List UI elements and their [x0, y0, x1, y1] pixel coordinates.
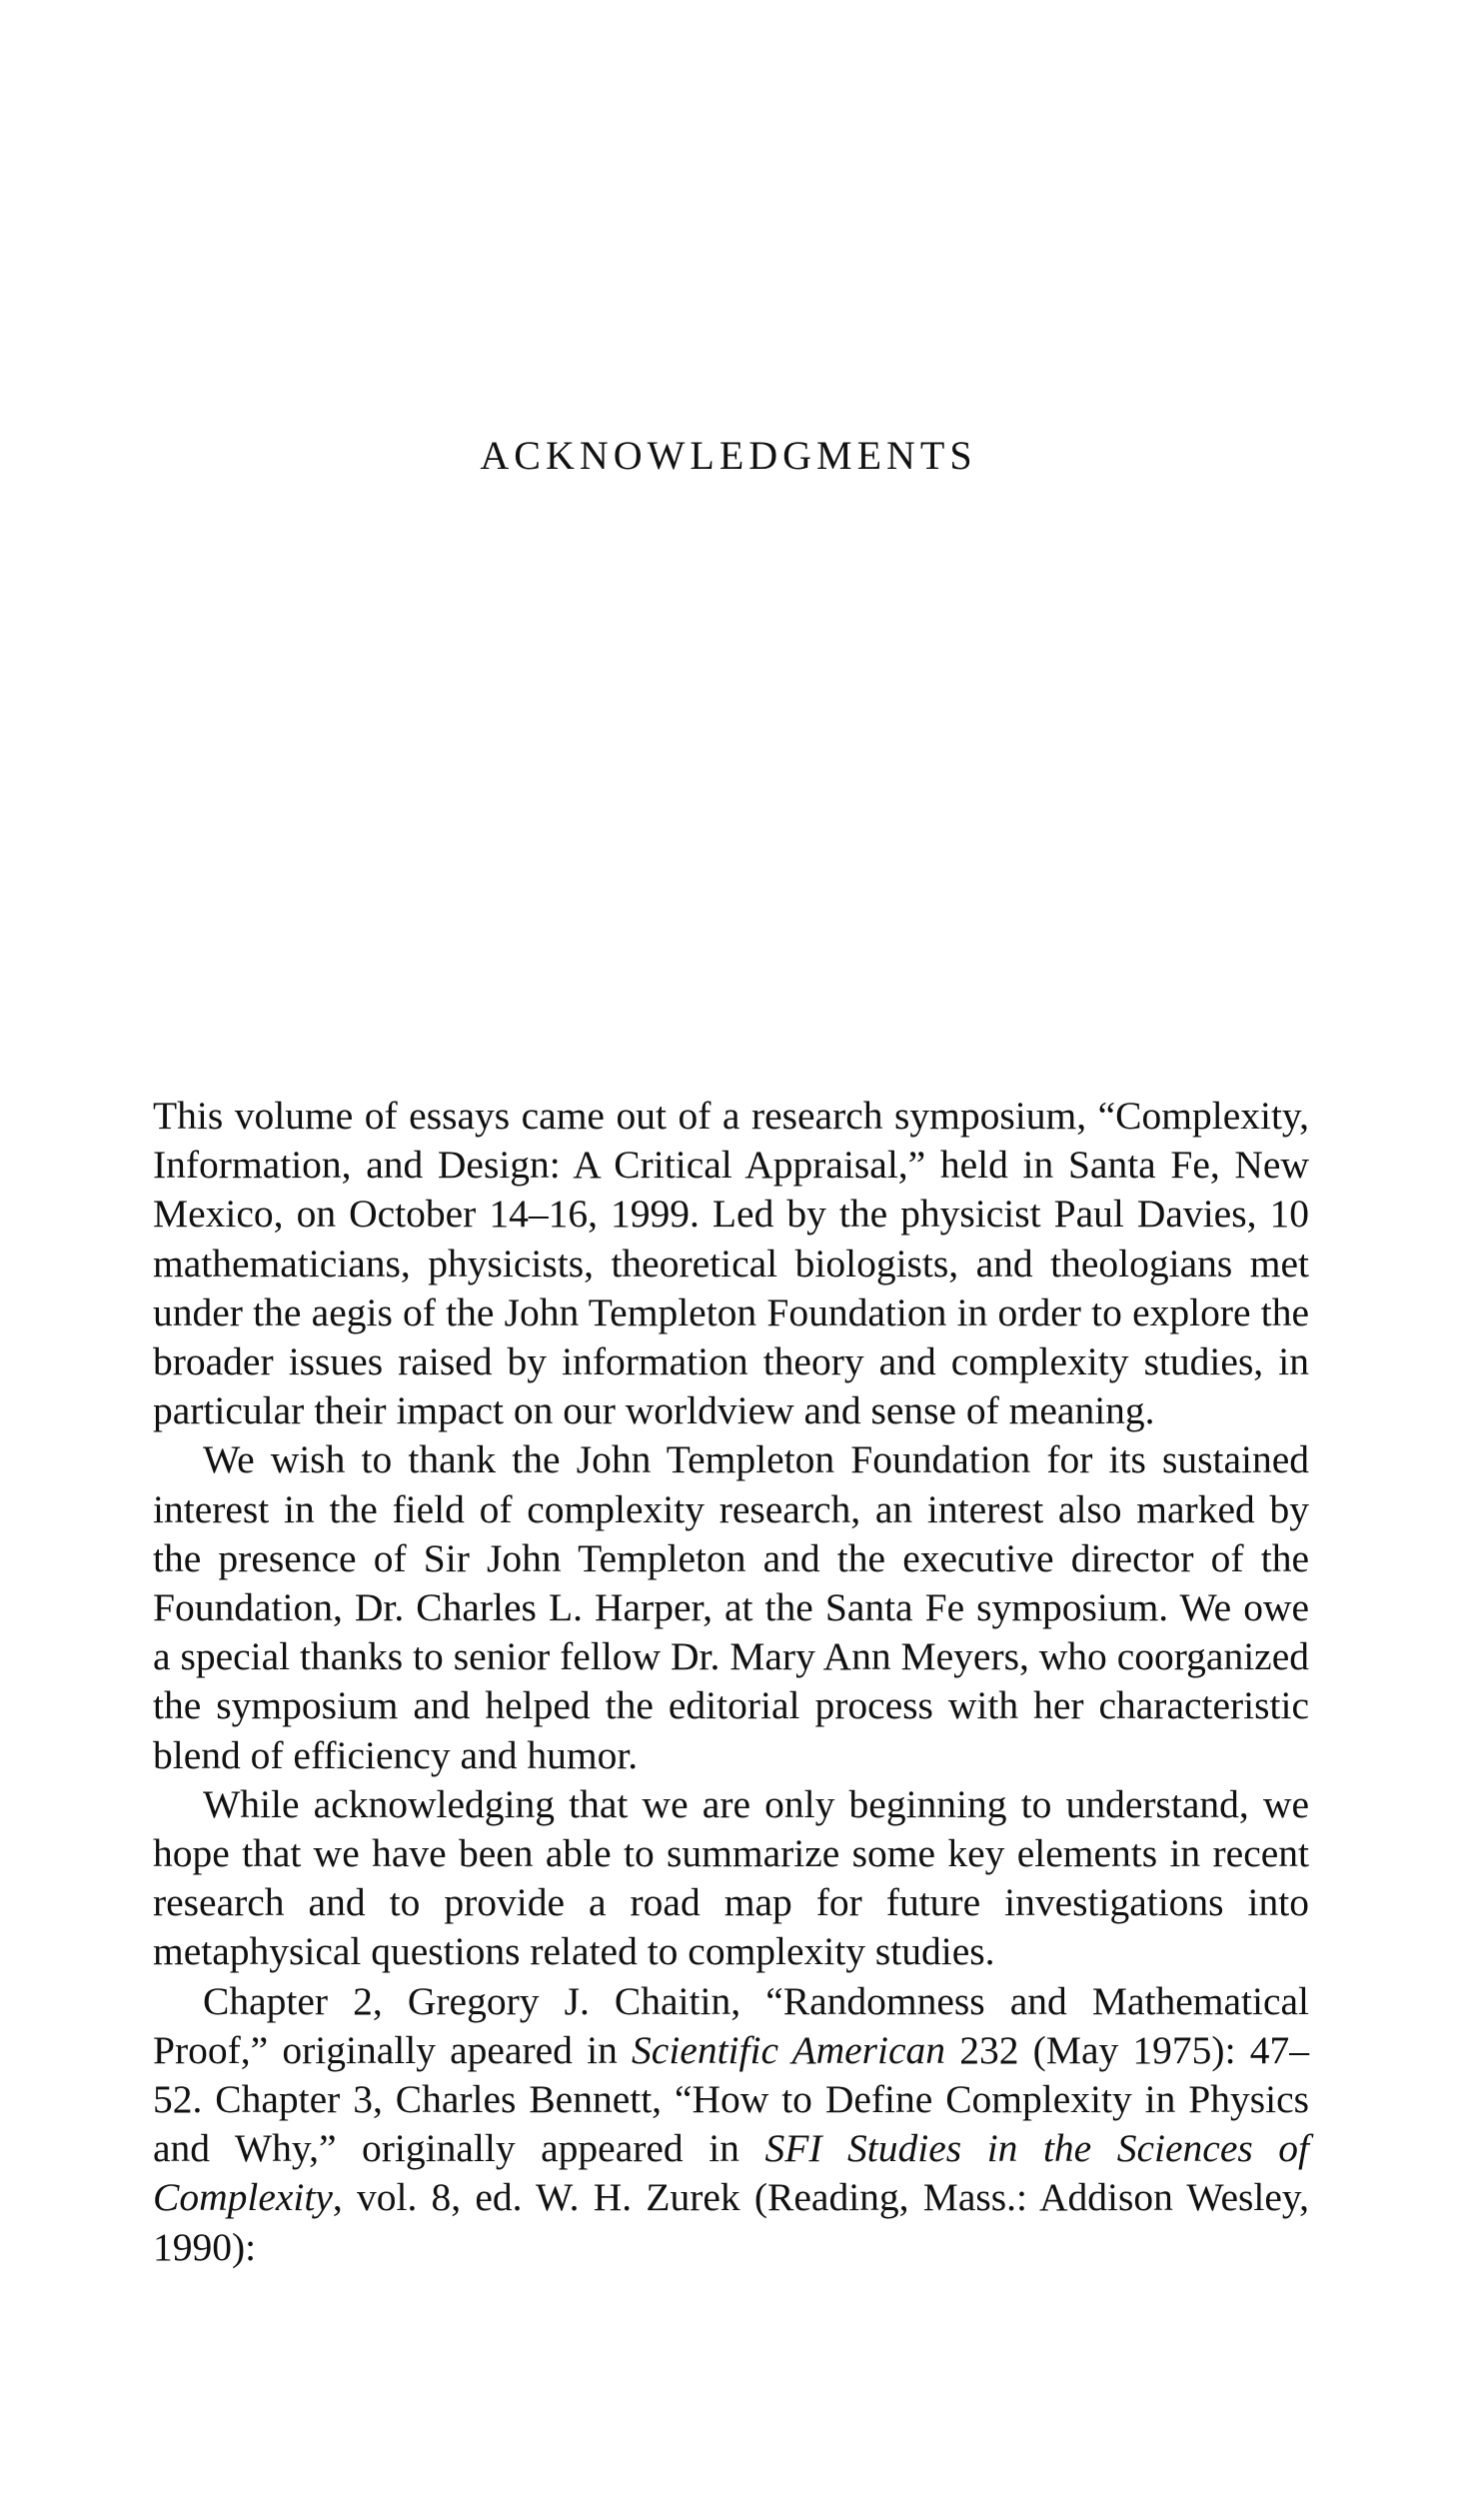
paragraph-symposium: This volume of essays came out of a research symposium, “Complexity, Information, and Design: A Critical Appraisal,” held in Santa Fe, New Mexico, on October 14–16, 1999. Led by the physicist Paul Davies, 10 mathematicians, physicists, theoretical biologists, and theologians met under the aegis of the John Templeton Foundation in order to explore the broader issues raised by information theory and complexity studies, in particular their impact on our worldview and sense of meaning.	[153, 1094, 1309, 1433]
paragraph-thanks: We wish to thank the John Templeton Foundation for its sustained interest in the field of complexity research, an interest also marked by the presence of Sir John Templeton and the executive director of the Foundation, Dr. Charles L. Harper, at the Santa Fe symposium. We owe a special thanks to senior fellow Dr. Mary Ann Meyers, who coorganized the symposium and helped the editorial process with her characteristic blend of efficiency and humor.	[153, 1437, 1309, 1777]
chapter-credits-text-1: Chapter 2, Gregory J. Chaitin, “Randomness and Mathematical Proof,” originally apeared in	[153, 1978, 1309, 2072]
chapter-credits-text-2: 232 (May 1975): 47–52. Chapter 3, Charles Bennett, “How to Define Complexity in Physics and Why,” originally appeared in	[153, 2027, 1309, 2171]
page-heading: ACKNOWLEDGMENTS	[480, 433, 977, 478]
paragraph-chapter-credits	[153, 1977, 1309, 2272]
paragraph-road-map: While acknowledging that we are only beginning to understand, we hope that we have been able to summarize some key elements in recent research and to provide a road map for future investigations into metaphysical questions related to complexity studies.	[153, 1781, 1309, 1974]
journal-title-scientific-american: Scientific American	[632, 2027, 946, 2072]
chapter-credits-text-3: , vol. 8, ed. W. H. Zurek (Reading, Mass.: Addison Wesley, 1990):	[153, 2175, 1309, 2269]
body-text	[153, 1092, 1309, 2272]
series-title-sfi-studies: SFI Studies in the Sciences of Complexity	[153, 2126, 1309, 2220]
